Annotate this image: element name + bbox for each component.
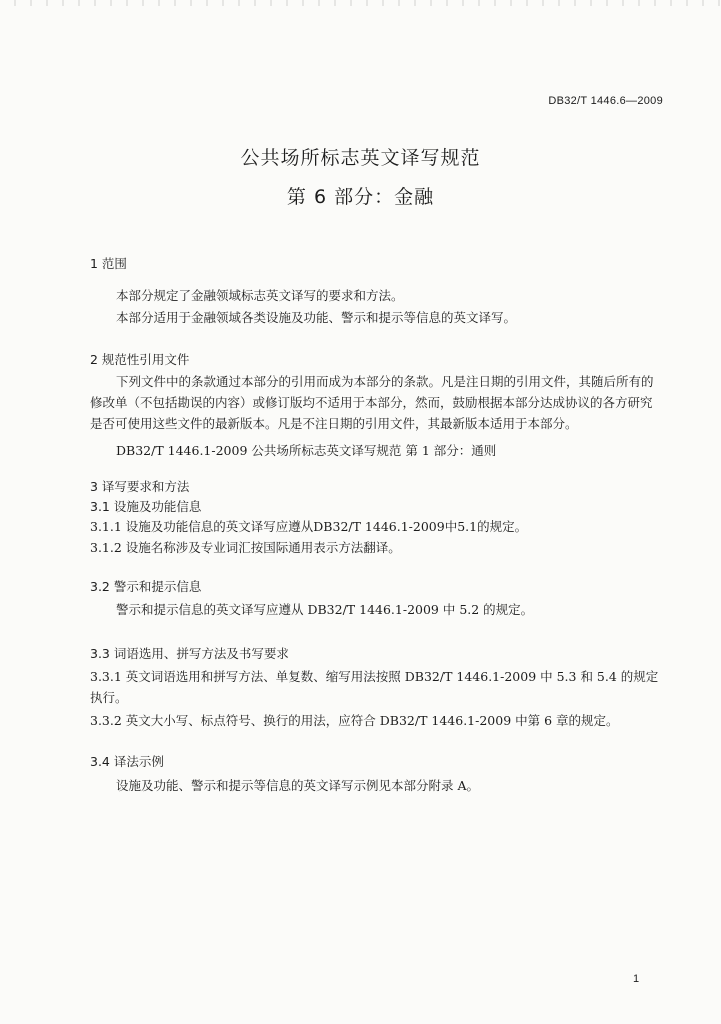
page-number: 1 bbox=[633, 973, 640, 985]
section-1-paragraph-2: 本部分适用于金融领域各类设施及功能、警示和提示等信息的英文译写。 bbox=[116, 310, 517, 325]
section-3-3-heading: 3.3 词语选用、拼写方法及书写要求 bbox=[90, 646, 289, 661]
clause-3-1-1: 3.1.1 设施及功能信息的英文译写应遵从DB32/T 1446.1-2009中5.1的规定。 bbox=[90, 519, 528, 534]
section-2-heading: 2 规范性引用文件 bbox=[90, 352, 190, 367]
section-3-4-paragraph: 设施及功能、警示和提示等信息的英文译写示例见本部分附录 A。 bbox=[116, 778, 480, 793]
section-3-heading: 3 译写要求和方法 bbox=[90, 479, 190, 494]
section-1-paragraph-1: 本部分规定了金融领域标志英文译写的要求和方法。 bbox=[116, 288, 404, 303]
scan-border bbox=[0, 0, 721, 6]
standard-number: DB32/T 1446.6—2009 bbox=[548, 95, 663, 107]
document-subtitle: 第 6 部分：金融 bbox=[286, 186, 435, 208]
section-3-2-heading: 3.2 警示和提示信息 bbox=[90, 579, 202, 594]
section-3-4-heading: 3.4 译法示例 bbox=[90, 754, 164, 769]
normative-reference: DB32/T 1446.1-2009 公共场所标志英文译写规范 第 1 部分：通则 bbox=[116, 443, 497, 458]
section-3-2-paragraph: 警示和提示信息的英文译写应遵从 DB32/T 1446.1-2009 中 5.2 的规定。 bbox=[116, 602, 534, 617]
clause-3-3-2: 3.3.2 英文大小写、标点符号、换行的用法，应符合 DB32/T 1446.1-2009 中第 6 章的规定。 bbox=[90, 713, 619, 728]
section-3-1-heading: 3.1 设施及功能信息 bbox=[90, 499, 202, 514]
section-2-paragraph: 下列文件中的条款通过本部分的引用而成为本部分的条款。凡是注日期的引用文件，其随后所有的修改单（不包括勘误的内容）或修订版均不适用于本部分，然而，鼓励根据本部分达成协议的各方研究是否可使用这些文件的最新版本。凡是不注日期的引用文件，其最新版本适用于本部分。 bbox=[90, 374, 654, 431]
clause-3-3-1: 3.3.1 英文词语选用和拼写方法、单复数、缩写用法按照 DB32/T 1446.1-2009 中 5.3 和 5.4 的规定执行。 bbox=[90, 669, 659, 705]
section-1-heading: 1 范围 bbox=[90, 256, 127, 271]
clause-3-1-2: 3.1.2 设施名称涉及专业词汇按国际通用表示方法翻译。 bbox=[90, 540, 401, 555]
document-title: 公共场所标志英文译写规范 bbox=[240, 147, 481, 169]
